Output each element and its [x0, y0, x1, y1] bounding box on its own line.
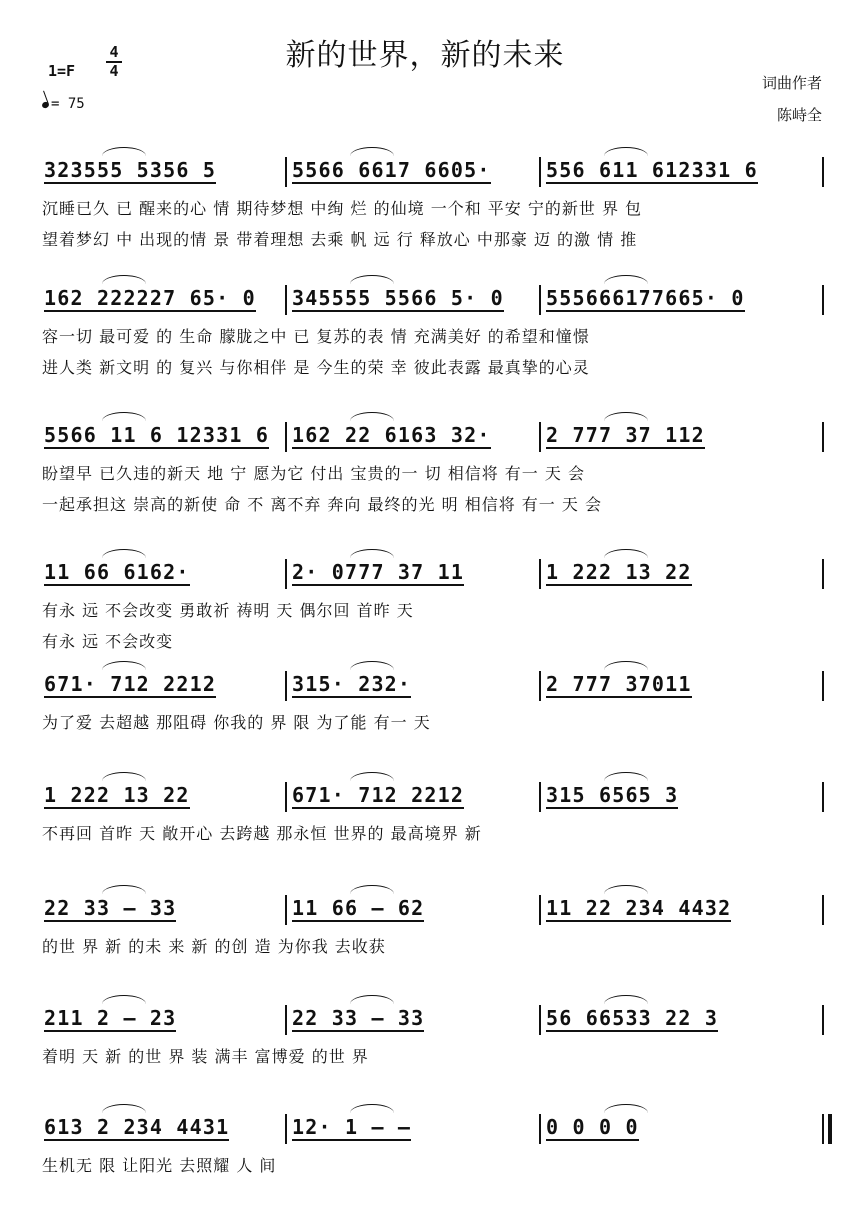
quarter-note-icon: [41, 101, 50, 109]
barline: [822, 671, 824, 701]
measure-notes: [44, 155, 281, 185]
lyrics-verse-2: 有永 远 不会改变: [42, 632, 174, 651]
song-title: 新的世界，新的未来: [285, 38, 565, 73]
note-group: 2 777 37 112: [546, 423, 705, 447]
barline: [285, 671, 287, 701]
measure-notes: [546, 893, 818, 923]
slur-mark: [102, 549, 146, 558]
note-group: 2· 0777 37 11: [292, 560, 465, 584]
slur-mark: [350, 885, 394, 894]
barline: [822, 1005, 824, 1035]
note-group: 22 33 — 33: [44, 896, 177, 920]
measure-notes: [292, 283, 535, 313]
music-system: [42, 557, 826, 657]
measure-notes: [292, 669, 535, 699]
note-group: 11 22 234 4432: [546, 896, 732, 920]
lyrics-verse-2: 望着梦幻 中 出现的情 景 带着理想 去乘 帆 远 行 释放心 中那豪 迈 的激 情 推: [42, 230, 638, 249]
slur-mark: [102, 885, 146, 894]
barline: [539, 559, 541, 589]
lyrics-verse-1: 盼望早 已久违的新天 地 宁 愿为它 付出 宝贵的一 切 相信将 有一 天 会: [42, 464, 585, 483]
note-group: 11 66 6162·: [44, 560, 190, 584]
lyrics-verse-1: 不再回 首昨 天 敞开心 去跨越 那永恒 世界的 最高境界 新: [42, 824, 482, 843]
note-group: 671· 712 2212: [44, 672, 217, 696]
measure-notes: [292, 780, 535, 810]
slur-mark: [350, 412, 394, 421]
barline: [539, 895, 541, 925]
measure-notes: [44, 669, 281, 699]
slur-mark: [102, 275, 146, 284]
meter-top: 4: [109, 43, 119, 61]
time-signature: [106, 45, 122, 79]
slur-mark: [604, 549, 648, 558]
slur-mark: [604, 995, 648, 1004]
measure-notes: [44, 557, 281, 587]
measure-notes: [44, 1112, 281, 1142]
slur-mark: [604, 1104, 648, 1113]
slur-mark: [102, 147, 146, 156]
barline: [539, 157, 541, 187]
meter-bottom: 4: [109, 62, 119, 80]
slur-mark: [102, 995, 146, 1004]
note-group: 2 777 37011: [546, 672, 692, 696]
barline: [285, 895, 287, 925]
music-system: [42, 1003, 826, 1103]
note-group: 613 2 234 4431: [44, 1115, 230, 1139]
note-group: 323555 5356 5: [44, 158, 217, 182]
note-group: 162 22 6163 32·: [292, 423, 491, 447]
slur-mark: [102, 772, 146, 781]
tempo-value: = 75: [51, 96, 85, 112]
note-group: 315· 232·: [292, 672, 412, 696]
barline: [539, 782, 541, 812]
measure-notes: [546, 780, 818, 810]
note-group: 315 6565 3: [546, 783, 679, 807]
lyrics-verse-1: 为了爱 去超越 那阻碍 你我的 界 限 为了能 有一 天: [42, 713, 431, 732]
note-group: 211 2 — 23: [44, 1006, 177, 1030]
measure-notes: [44, 283, 281, 313]
note-group: 56 66533 22 3: [546, 1006, 719, 1030]
music-system: [42, 669, 826, 769]
measure-notes: [292, 557, 535, 587]
note-group: 556 611 612331 6: [546, 158, 758, 182]
barline: [285, 1005, 287, 1035]
note-group: 12· 1 — —: [292, 1115, 412, 1139]
barline: [822, 895, 824, 925]
lyrics-verse-2: 一起承担这 崇高的新使 命 不 离不弃 奔向 最终的光 明 相信将 有一 天 会: [42, 495, 602, 514]
music-system: [42, 420, 826, 520]
note-group: 5566 6617 6605·: [292, 158, 491, 182]
measure-notes: [292, 420, 535, 450]
slur-mark: [350, 275, 394, 284]
barline: [539, 671, 541, 701]
measure-notes: [292, 155, 535, 185]
slur-mark: [604, 661, 648, 670]
measure-notes: [546, 155, 818, 185]
slur-mark: [350, 549, 394, 558]
barline: [285, 782, 287, 812]
barline: [285, 559, 287, 589]
measure-notes: [546, 669, 818, 699]
slur-mark: [350, 995, 394, 1004]
barline: [822, 782, 824, 812]
slur-mark: [350, 1104, 394, 1113]
slur-mark: [102, 412, 146, 421]
measure-notes: [546, 557, 818, 587]
measure-notes: [44, 420, 281, 450]
note-group: 671· 712 2212: [292, 783, 465, 807]
key-signature: 1=F: [48, 62, 76, 80]
barline: [539, 1114, 541, 1144]
note-group: 0 0 0 0: [546, 1115, 639, 1139]
slur-mark: [604, 772, 648, 781]
note-group: 1 222 13 22: [546, 560, 692, 584]
music-system: [42, 893, 826, 993]
lyrics-verse-1: 着明 天 新 的世 界 装 满丰 富博爱 的世 界: [42, 1047, 369, 1066]
barline: [539, 422, 541, 452]
slur-mark: [350, 772, 394, 781]
measure-notes: [292, 1003, 535, 1033]
lyrics-verse-2: 进人类 新文明 的 复兴 与你相伴 是 今生的荣 幸 彼此表露 最真挚的心灵: [42, 358, 590, 377]
measure-notes: [546, 420, 818, 450]
music-system: [42, 155, 826, 255]
barline: [822, 559, 824, 589]
measure-notes: [546, 1003, 818, 1033]
music-system: [42, 283, 826, 383]
lyrics-verse-1: 容一切 最可爱 的 生命 朦胧之中 已 复苏的表 情 充满美好 的希望和憧憬: [42, 327, 590, 346]
slur-mark: [604, 412, 648, 421]
note-group: 162 222227 65· 0: [44, 286, 256, 310]
note-group: 22 33 — 33: [292, 1006, 425, 1030]
slur-mark: [604, 885, 648, 894]
note-group: 5566 11 6 12331 6: [44, 423, 270, 447]
slur-mark: [604, 147, 648, 156]
barline: [539, 1005, 541, 1035]
slur-mark: [102, 661, 146, 670]
barline: [285, 157, 287, 187]
slur-mark: [102, 1104, 146, 1113]
measure-notes: [44, 1003, 281, 1033]
lyrics-verse-1: 有永 远 不会改变 勇敢祈 祷明 天 偶尔回 首昨 天: [42, 601, 414, 620]
barline: [285, 1114, 287, 1144]
barline: [285, 285, 287, 315]
measure-notes: [546, 1112, 818, 1142]
barline: [822, 285, 824, 315]
credit-name: 陈峙全: [776, 106, 822, 124]
barline: [822, 422, 824, 452]
measure-notes: [292, 1112, 535, 1142]
note-group: 1 222 13 22: [44, 783, 190, 807]
lyrics-verse-1: 生机无 限 让阳光 去照耀 人 间: [42, 1156, 277, 1175]
measure-notes: [546, 283, 818, 313]
lyrics-verse-1: 沉睡已久 已 醒来的心 情 期待梦想 中绚 烂 的仙境 一个和 平安 宁的新世 界 包: [42, 199, 643, 218]
measure-notes: [44, 893, 281, 923]
barline: [539, 285, 541, 315]
tempo-marking: [42, 96, 85, 112]
slur-mark: [604, 275, 648, 284]
final-barline: [822, 1114, 830, 1144]
note-group: 11 66 — 62: [292, 896, 425, 920]
lyrics-verse-1: 的世 界 新 的未 来 新 的创 造 为你我 去收获: [42, 937, 386, 956]
note-group: 555666177665· 0: [546, 286, 745, 310]
music-system: [42, 780, 826, 880]
slur-mark: [350, 147, 394, 156]
credit-label: 词曲作者: [761, 74, 822, 92]
music-system: [42, 1112, 826, 1212]
measure-notes: [292, 893, 535, 923]
barline: [285, 422, 287, 452]
barline: [822, 157, 824, 187]
slur-mark: [350, 661, 394, 670]
note-group: 345555 5566 5· 0: [292, 286, 504, 310]
measure-notes: [44, 780, 281, 810]
